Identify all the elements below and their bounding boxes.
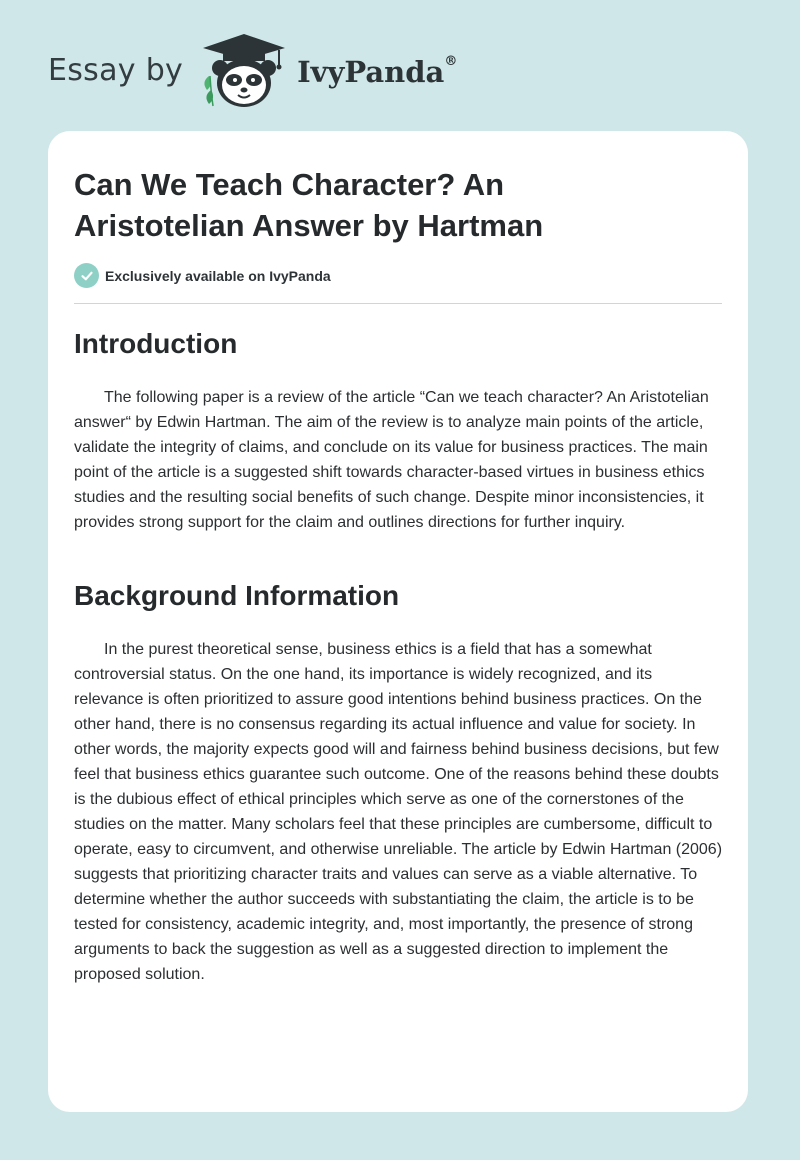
essay-card [48, 131, 748, 1112]
section-paragraph-introduction: The following paper is a review of the article “Can we teach character? An Aristotelian answer“ by Edwin Hartman. The aim of the review is to analyze main points of the article, validate the integrity of claims, and conclude on its value for business practices. The main point of the article is a suggested shift towards character-based virtues in business ethics studies and the resulting social benefits of such change. Despite minor inconsistencies, it provides strong support for the claim and outlines directions for further inquiry. [74, 389, 709, 531]
check-icon [74, 263, 99, 288]
section-paragraph-background: In the purest theoretical sense, business ethics is a field that has a somewhat controversial status. On the one hand, its importance is widely recognized, and its relevance is often prioritized to assure good intentions behind business practices. On the other hand, there is no consensus regarding its actual influence and value for society. In other words, the majority expects good will and fairness behind business decisions, but few feel that business ethics guarantee such outcome. One of the reasons behind these doubts is the dubious effect of ethical principles which serve as one of the cornerstones of the studies on the matter. Many scholars feel that these principles are cumbersome, difficult to operate, easy to circumvent, and otherwise unreliable. The article by Edwin Hartman (2006) suggests that prioritizing character traits and values can serve as a viable alternative. To determine whether the author succeeds with substantiating the claim, the article is to be tested for consistency, academic integrity, and, most importantly, the presence of strong arguments to back the suggestion as well as a suggested direction to implement the proposed solution. [74, 641, 723, 983]
page-title: Can We Teach Character? An Aristotelian Answer by Hartman [74, 167, 544, 243]
brand-name[interactable] [297, 55, 457, 89]
ivypanda-logo-icon[interactable] [197, 30, 291, 110]
essay-by-label: Essay by [48, 52, 184, 88]
registered-mark: ® [444, 54, 458, 70]
section-heading-introduction: Introduction [74, 328, 238, 359]
brand-text: IvyPanda [297, 55, 445, 89]
badge-label: Exclusively available on IvyPanda [105, 267, 331, 284]
section-heading-background: Background Information [74, 580, 400, 611]
site-header [48, 30, 457, 110]
divider [74, 303, 722, 304]
exclusive-badge [74, 263, 331, 288]
